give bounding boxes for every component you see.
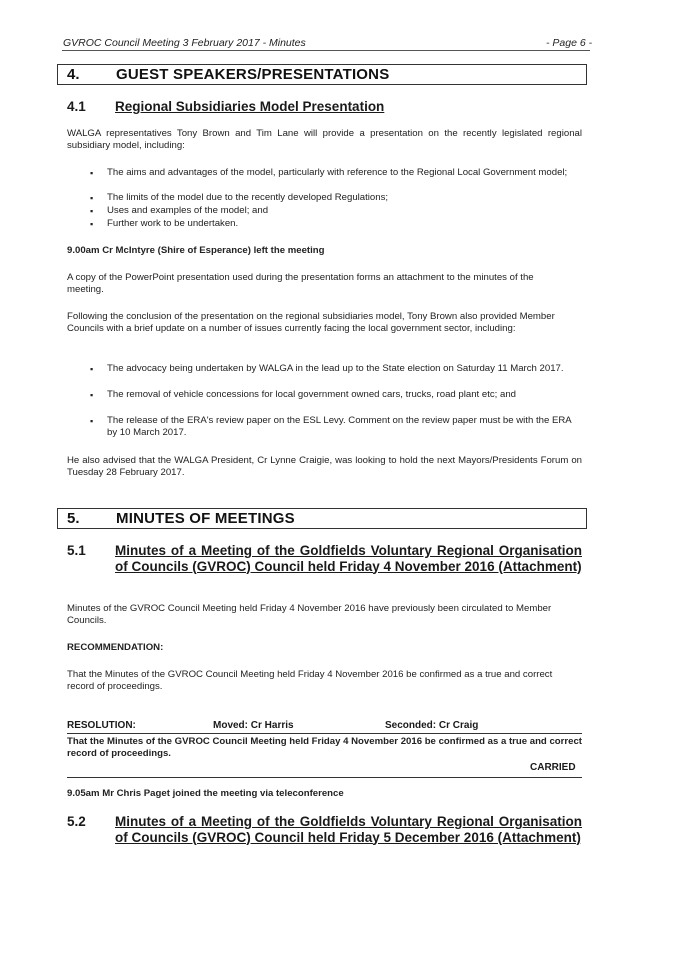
bullet-icon: ▪: [90, 206, 94, 216]
subsection-5-1-title: Minutes of a Meeting of the Goldfields Voluntary Regional Organisation of Councils (GVROC) Council held Friday 4 November 2016 (Attachment): [115, 543, 582, 574]
running-header-title: GVROC Council Meeting 3 February 2017 - Minutes: [63, 37, 306, 49]
carried-label: CARRIED: [530, 762, 576, 773]
bullet-icon: ▪: [90, 168, 94, 178]
bullet-icon: ▪: [90, 193, 94, 203]
bullet-icon: ▪: [90, 219, 94, 229]
subsection-5-1-number: 5.1: [67, 543, 86, 558]
subsection-5-2-number: 5.2: [67, 814, 86, 829]
bullet-icon: ▪: [90, 390, 94, 400]
page-number: - Page 6 -: [546, 37, 593, 49]
section-4-heading: [57, 64, 587, 85]
resolution-text: That the Minutes of the GVROC Council Meeting held Friday 4 November 2016 be confirmed as a true and correct record of proceedings.: [67, 736, 582, 760]
paragraph: Following the conclusion of the presentation on the regional subsidiaries model, Tony Brown also provided Member Councils with a brief update on a number of issues currently facing the local government sector, including:: [67, 311, 555, 335]
document-page: GVROC Council Meeting 3 February 2017 - Minutes - Page 6 - 4. GUEST SPEAKERS/PRESENTATIONS 4.1 Regional Subsidiaries Model Presentation WALGA representatives Tony Brown and Tim Lane will provide a presentation on the recently legislated regional subsidiary model, including: ▪ The aims and advantages of the model, particularly with reference to the Regional Local Government model; ▪ The limits of the model due to the recently developed Regulations; ▪ Uses and examples of the model; and ▪ Further work to be undertaken. 9.00am Cr McIntyre (Shire of Esperance) left the meeting A copy of the PowerPoint presentation used during the presentation forms an attachment to the minutes of the meeting. Following the conclusion of the presentation on the regional subsidiaries model, Tony Brown also provided Member Councils with a brief update on a number of issues currently facing the local government sector, including: ▪ The advocacy being undertaken by WALGA in the lead up to the State election on Saturday 11 March 2017. ▪ The removal of vehicle concessions for local government owned cars, trucks, road plant etc; and ▪ The release of the ERA's review paper on the ESL Levy. Comment on the review paper must be with the ERA by 10 March 2017. He also advised that the WALGA President, Cr Lynne Craigie, was looking to hold the next Mayors/Presidents Forum on Tuesday 28 February 2017. 5. MINUTES OF MEETINGS 5.1 Minutes of a Meeting of the Goldfields Voluntary Regional Organisation of Councils (GVROC) Council held Friday 4 November 2016 (Attachment) Minutes of the GVROC Council Meeting held Friday 4 November 2016 have previously been circulated to Member Councils. RECOMMENDATION: That the Minutes of the GVROC Council Meeting held Friday 4 November 2016 be confirmed as a true and correct record of proceedings. RESOLUTION: Moved: Cr Harris Seconded: Cr Craig That the Minutes of the GVROC Council Meeting held Friday 4 November 2016 be confirmed as a true and correct record of proceedings. CARRIED 9.05am Mr Chris Paget joined the meeting via teleconference 5.2 Minutes of a Meeting of the Goldfields Voluntary Regional Organisation of Councils (GVROC) Council held Friday 5 December 2016 (Attachment): [0, 0, 675, 955]
subsection-5-2-title: Minutes of a Meeting of the Goldfields Voluntary Regional Organisation of Councils (GVROC) Council held Friday 5 December 2016 (Attachment): [115, 814, 582, 845]
resolution-end-rule: [67, 777, 582, 778]
paragraph: He also advised that the WALGA President, Cr Lynne Craigie, was looking to hold the next Mayors/Presidents Forum on Tuesday 28 February 2017.: [67, 455, 582, 479]
seconded-by: Seconded: Cr Craig: [385, 720, 479, 731]
recommendation-text: That the Minutes of the GVROC Council Meeting held Friday 4 November 2016 be confirmed as a true and correct record of proceedings.: [67, 669, 553, 693]
meeting-note: 9.00am Cr McIntyre (Shire of Esperance) left the meeting: [67, 245, 325, 256]
paragraph: A copy of the PowerPoint presentation used during the presentation forms an attachment to the minutes of the meeting.: [67, 272, 534, 296]
section-4-title: GUEST SPEAKERS/PRESENTATIONS: [116, 66, 390, 83]
section-5-title: MINUTES OF MEETINGS: [116, 510, 295, 527]
bullet-icon: ▪: [90, 416, 94, 426]
meeting-note: 9.05am Mr Chris Paget joined the meeting via teleconference: [67, 788, 344, 799]
subsection-4-1-number: 4.1: [67, 99, 86, 114]
resolution-label: RESOLUTION:: [67, 720, 136, 731]
section-5-heading: [57, 508, 587, 529]
section-4-number: 4.: [67, 66, 80, 83]
header-rule: [62, 50, 590, 51]
recommendation-label: RECOMMENDATION:: [67, 642, 164, 653]
paragraph-intro: WALGA representatives Tony Brown and Tim Lane will provide a presentation on the recently legislated regional subsidiary model, including:: [67, 128, 582, 152]
resolution-rule: [67, 733, 582, 734]
subsection-4-1-title: Regional Subsidiaries Model Presentation: [115, 99, 385, 114]
bullet-icon: ▪: [90, 364, 94, 374]
section-5-number: 5.: [67, 510, 80, 527]
paragraph: Minutes of the GVROC Council Meeting held Friday 4 November 2016 have previously been circulated to Member Councils.: [67, 603, 552, 627]
moved-by: Moved: Cr Harris: [213, 720, 294, 731]
